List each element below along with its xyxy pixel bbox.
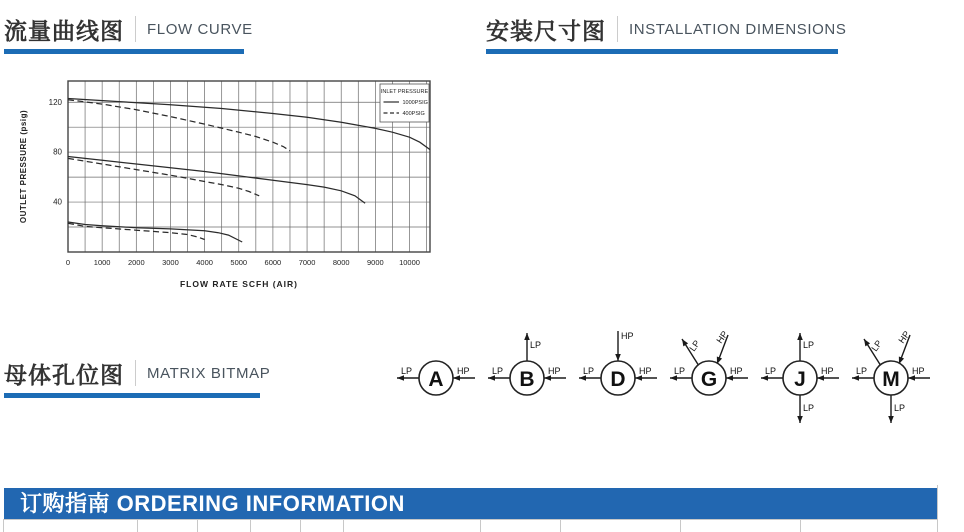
matrix-diagram-D — [572, 326, 663, 430]
svg-text:7000: 7000 — [298, 258, 316, 267]
svg-text:2000: 2000 — [127, 258, 145, 267]
svg-text:HP: HP — [821, 366, 834, 376]
svg-text:LP: LP — [803, 403, 815, 413]
installation-title-zh: 安装尺寸图 — [486, 17, 606, 44]
svg-text:M: M — [882, 368, 900, 391]
x-axis-label: FLOW RATE SCFH (AIR) — [179, 279, 299, 289]
svg-text:LP: LP — [765, 366, 777, 376]
svg-text:6000: 6000 — [264, 258, 282, 267]
table-cell — [4, 520, 138, 532]
svg-text:HP: HP — [639, 366, 652, 376]
matrix-title-en: MATRIX BITMAP — [147, 364, 271, 382]
svg-text:LP: LP — [856, 366, 868, 376]
svg-text:4000: 4000 — [196, 258, 213, 267]
chart-legend — [380, 84, 429, 122]
table-cell — [301, 520, 344, 532]
svg-text:G: G — [700, 368, 718, 391]
svg-text:A: A — [428, 368, 444, 391]
heading-divider — [617, 16, 618, 42]
svg-text:400PSIG: 400PSIG — [402, 111, 425, 117]
svg-text:J: J — [794, 368, 806, 391]
matrix-bitmap-diagrams — [390, 326, 936, 430]
svg-text:HP: HP — [548, 366, 561, 376]
matrix-diagram-J — [754, 326, 845, 430]
svg-text:LP: LP — [530, 340, 542, 350]
table-cell — [198, 520, 251, 532]
svg-text:LP: LP — [803, 340, 815, 350]
flow-curve-title-en: FLOW CURVE — [147, 20, 253, 38]
heading-underline — [4, 393, 260, 398]
svg-text:HP: HP — [621, 331, 634, 341]
matrix-title-zh: 母体孔位图 — [4, 361, 124, 388]
matrix-diagram-B — [481, 326, 572, 430]
ordering-table-row — [3, 519, 938, 532]
table-cell — [801, 520, 938, 532]
svg-text:LP: LP — [674, 366, 686, 376]
installation-title-en: INSTALLATION DIMENSIONS — [629, 20, 847, 38]
svg-text:D: D — [610, 368, 626, 391]
table-cell — [681, 520, 801, 532]
matrix-diagram-A — [390, 326, 481, 430]
svg-text:HP: HP — [457, 366, 470, 376]
svg-text:40: 40 — [53, 197, 62, 207]
heading-underline — [486, 49, 838, 54]
svg-text:LP: LP — [894, 403, 906, 413]
svg-text:INLET PRESSURE: INLET PRESSURE — [380, 89, 429, 95]
table-cell — [138, 520, 198, 532]
heading-divider — [135, 360, 136, 386]
flow-curve-title-zh: 流量曲线图 — [4, 17, 124, 44]
svg-text:1000PSIG: 1000PSIG — [402, 100, 428, 106]
svg-text:HP: HP — [912, 366, 925, 376]
heading-divider — [135, 16, 136, 42]
table-cell — [481, 520, 561, 532]
svg-text:HP: HP — [730, 366, 743, 376]
table-cell — [561, 520, 681, 532]
svg-text:8000: 8000 — [332, 258, 350, 267]
svg-text:LP: LP — [583, 366, 595, 376]
matrix-diagram-G — [663, 326, 754, 430]
table-cell — [251, 520, 301, 532]
svg-text:0: 0 — [65, 258, 71, 267]
section-heading-matrix — [4, 356, 270, 398]
svg-text:LP: LP — [401, 366, 413, 376]
heading-underline — [4, 49, 244, 54]
table-cell — [344, 520, 481, 532]
flow-curve-chart — [0, 70, 480, 305]
svg-text:LP: LP — [869, 338, 884, 354]
svg-text:1000: 1000 — [93, 258, 111, 267]
svg-text:B: B — [519, 368, 535, 391]
svg-text:3000: 3000 — [162, 258, 179, 267]
svg-text:LP: LP — [492, 366, 504, 376]
svg-text:80: 80 — [53, 147, 62, 157]
svg-text:9000: 9000 — [367, 258, 384, 267]
chart-ticks — [49, 98, 420, 267]
matrix-diagram-M — [845, 326, 936, 430]
svg-text:HP: HP — [714, 329, 730, 346]
section-heading-flow-curve — [4, 12, 253, 54]
section-heading-installation — [486, 12, 846, 54]
svg-text:HP: HP — [896, 329, 912, 346]
svg-text:10000: 10000 — [399, 258, 420, 267]
svg-text:120: 120 — [48, 97, 62, 107]
svg-text:5000: 5000 — [230, 258, 248, 267]
svg-text:LP: LP — [687, 338, 702, 354]
ordering-information-banner: 订购指南 ORDERING INFORMATION — [4, 488, 937, 519]
y-axis-label: OUTLET PRESSURE (psig) — [19, 109, 28, 224]
